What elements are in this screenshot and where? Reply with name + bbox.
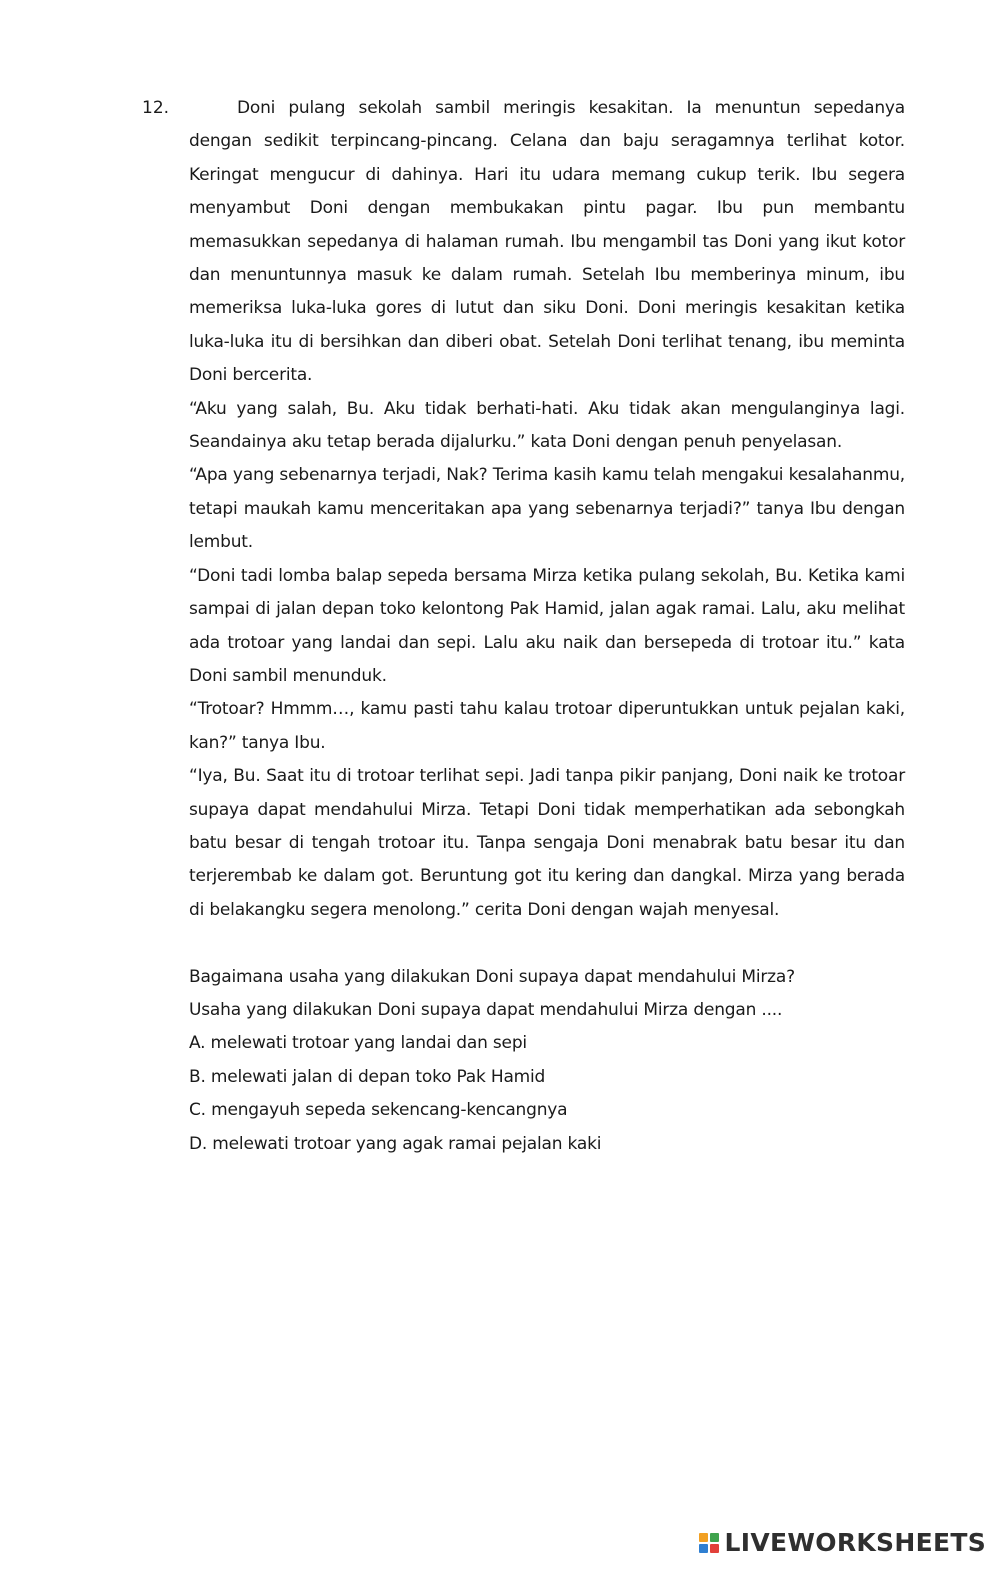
brand-name: LIVEWORKSHEETS [724, 1528, 986, 1557]
liveworksheets-watermark [699, 1528, 986, 1557]
question-prompt: Bagaimana usaha yang dilakukan Doni supaya dapat mendahului Mirza? [189, 966, 795, 987]
answer-option-d[interactable]: D. melewati trotoar yang agak ramai pejalan kaki [189, 1133, 602, 1154]
answer-option-a[interactable]: A. melewati trotoar yang landai dan sepi [189, 1033, 527, 1054]
answer-option-b[interactable]: B. melewati jalan di depan toko Pak Hamid [189, 1066, 546, 1087]
answer-option-c[interactable]: C. mengayuh sepeda sekencang-kencangnya [189, 1100, 568, 1121]
story-paragraph: “Trotoar? Hmmm…, kamu pasti tahu kalau trotoar diperuntukkan untuk pejalan kaki, kan?” tanya Ibu. [189, 699, 905, 753]
logo-square-1 [699, 1533, 708, 1542]
liveworksheets-logo-icon [699, 1533, 719, 1553]
question-number: 12. [142, 98, 170, 118]
logo-square-2 [710, 1533, 719, 1542]
story-paragraph: Doni pulang sekolah sambil meringis kesakitan. Ia menuntun sepedanya dengan sedikit terpincang-pincang. Celana dan baju seragamnya terlihat kotor. Keringat mengucur di dahinya. Hari itu udara memang cukup terik. Ibu segera menyambut Doni dengan membukakan pintu pagar. Ibu pun membantu memasukkan sepedanya di halaman rumah. Ibu mengambil tas Doni yang ikut kotor dan menuntunnya masuk ke dalam rumah. Setelah Ibu memberinya minum, ibu memeriksa luka-luka gores di lutut dan siku Doni. Doni meringis kesakitan ketika luka-luka itu di bersihkan dan diberi obat. Setelah Doni terlihat tenang, ibu meminta Doni bercerita. [189, 98, 905, 386]
question-stem: Usaha yang dilakukan Doni supaya dapat mendahului Mirza dengan .... [189, 999, 783, 1020]
logo-square-3 [699, 1544, 708, 1553]
question-content [189, 92, 905, 1161]
story-paragraph: “Doni tadi lomba balap sepeda bersama Mirza ketika pulang sekolah, Bu. Ketika kami sampai di jalan depan toko kelontong Pak Hamid, jalan agak ramai. Lalu, aku melihat ada trotoar yang landai dan sepi. Lalu aku naik dan bersepeda di trotoar itu.” kata Doni sambil menunduk. [189, 565, 905, 686]
spacer [189, 927, 905, 960]
story-paragraph: “Apa yang sebenarnya terjadi, Nak? Terima kasih kamu telah mengakui kesalahanmu, tetapi maukah kamu menceritakan apa yang sebenarnya terjadi?” tanya Ibu dengan lembut. [189, 465, 905, 553]
story-paragraph: “Iya, Bu. Saat itu di trotoar terlihat sepi. Jadi tanpa pikir panjang, Doni naik ke trotoar supaya dapat mendahului Mirza. Tetapi Doni tidak memperhatikan ada sebongkah batu besar di tengah trotoar itu. Tanpa sengaja Doni menabrak batu besar itu dan terjerembab ke dalam got. Beruntung got itu kering dan dangkal. Mirza yang berada di belakangku segera menolong.” cerita Doni dengan wajah menyesal. [189, 766, 905, 920]
logo-square-4 [710, 1544, 719, 1553]
story-paragraph: “Aku yang salah, Bu. Aku tidak berhati-hati. Aku tidak akan mengulanginya lagi. Seandainya aku tetap berada dijalurku.” kata Doni dengan penuh penyelasan. [189, 398, 905, 453]
question-block [189, 961, 905, 1161]
